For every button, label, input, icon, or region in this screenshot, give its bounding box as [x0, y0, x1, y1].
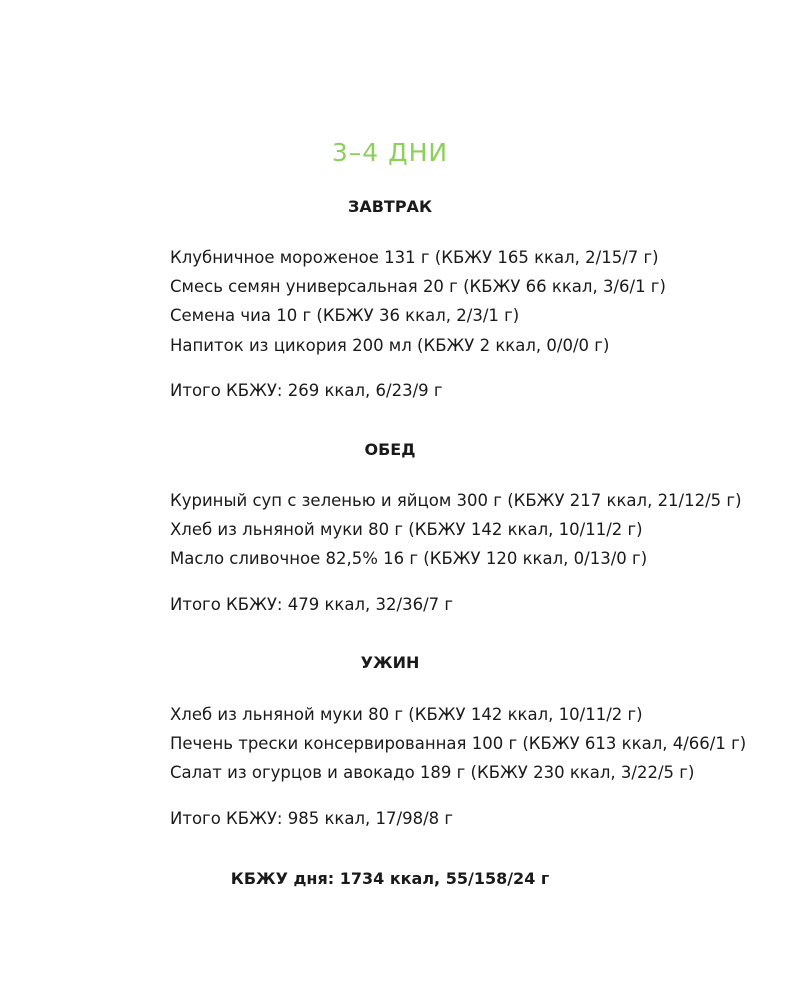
breakfast-heading: ЗАВТРАК — [347, 197, 433, 216]
lunch-total: Итого КБЖУ: 479 ккал, 32/36/7 г — [170, 595, 454, 614]
lunch-heading: ОБЕД — [364, 440, 416, 459]
dinner-heading: УЖИН — [360, 653, 420, 672]
page-title: 3–4 ДНИ — [331, 138, 449, 167]
dinner-item: Хлеб из льняной муки 80 г (КБЖУ 142 ккал, 10/11/2 г) — [170, 705, 643, 724]
breakfast-item: Клубничное мороженое 131 г (КБЖУ 165 ккал, 2/15/7 г) — [170, 248, 659, 267]
dinner-total: Итого КБЖУ: 985 ккал, 17/98/8 г — [170, 809, 454, 828]
dinner-item: Салат из огурцов и авокадо 189 г (КБЖУ 230 ккал, 3/22/5 г) — [170, 763, 695, 782]
dinner-item: Печень трески консервированная 100 г (КБЖУ 613 ккал, 4/66/1 г) — [170, 734, 747, 753]
lunch-item: Масло сливочное 82,5% 16 г (КБЖУ 120 ккал, 0/13/0 г) — [170, 549, 648, 568]
lunch-item: Хлеб из льняной муки 80 г (КБЖУ 142 ккал, 10/11/2 г) — [170, 520, 643, 539]
breakfast-item: Напиток из цикория 200 мл (КБЖУ 2 ккал, 0/0/0 г) — [170, 336, 610, 355]
lunch-item: Куриный суп с зеленью и яйцом 300 г (КБЖУ 217 ккал, 21/12/5 г) — [170, 491, 742, 510]
breakfast-total: Итого КБЖУ: 269 ккал, 6/23/9 г — [170, 381, 443, 400]
breakfast-item: Смесь семян универсальная 20 г (КБЖУ 66 ккал, 3/6/1 г) — [170, 277, 666, 296]
breakfast-item: Семена чиа 10 г (КБЖУ 36 ккал, 2/3/1 г) — [170, 306, 520, 325]
day-total: КБЖУ дня: 1734 ккал, 55/158/24 г — [230, 869, 550, 888]
